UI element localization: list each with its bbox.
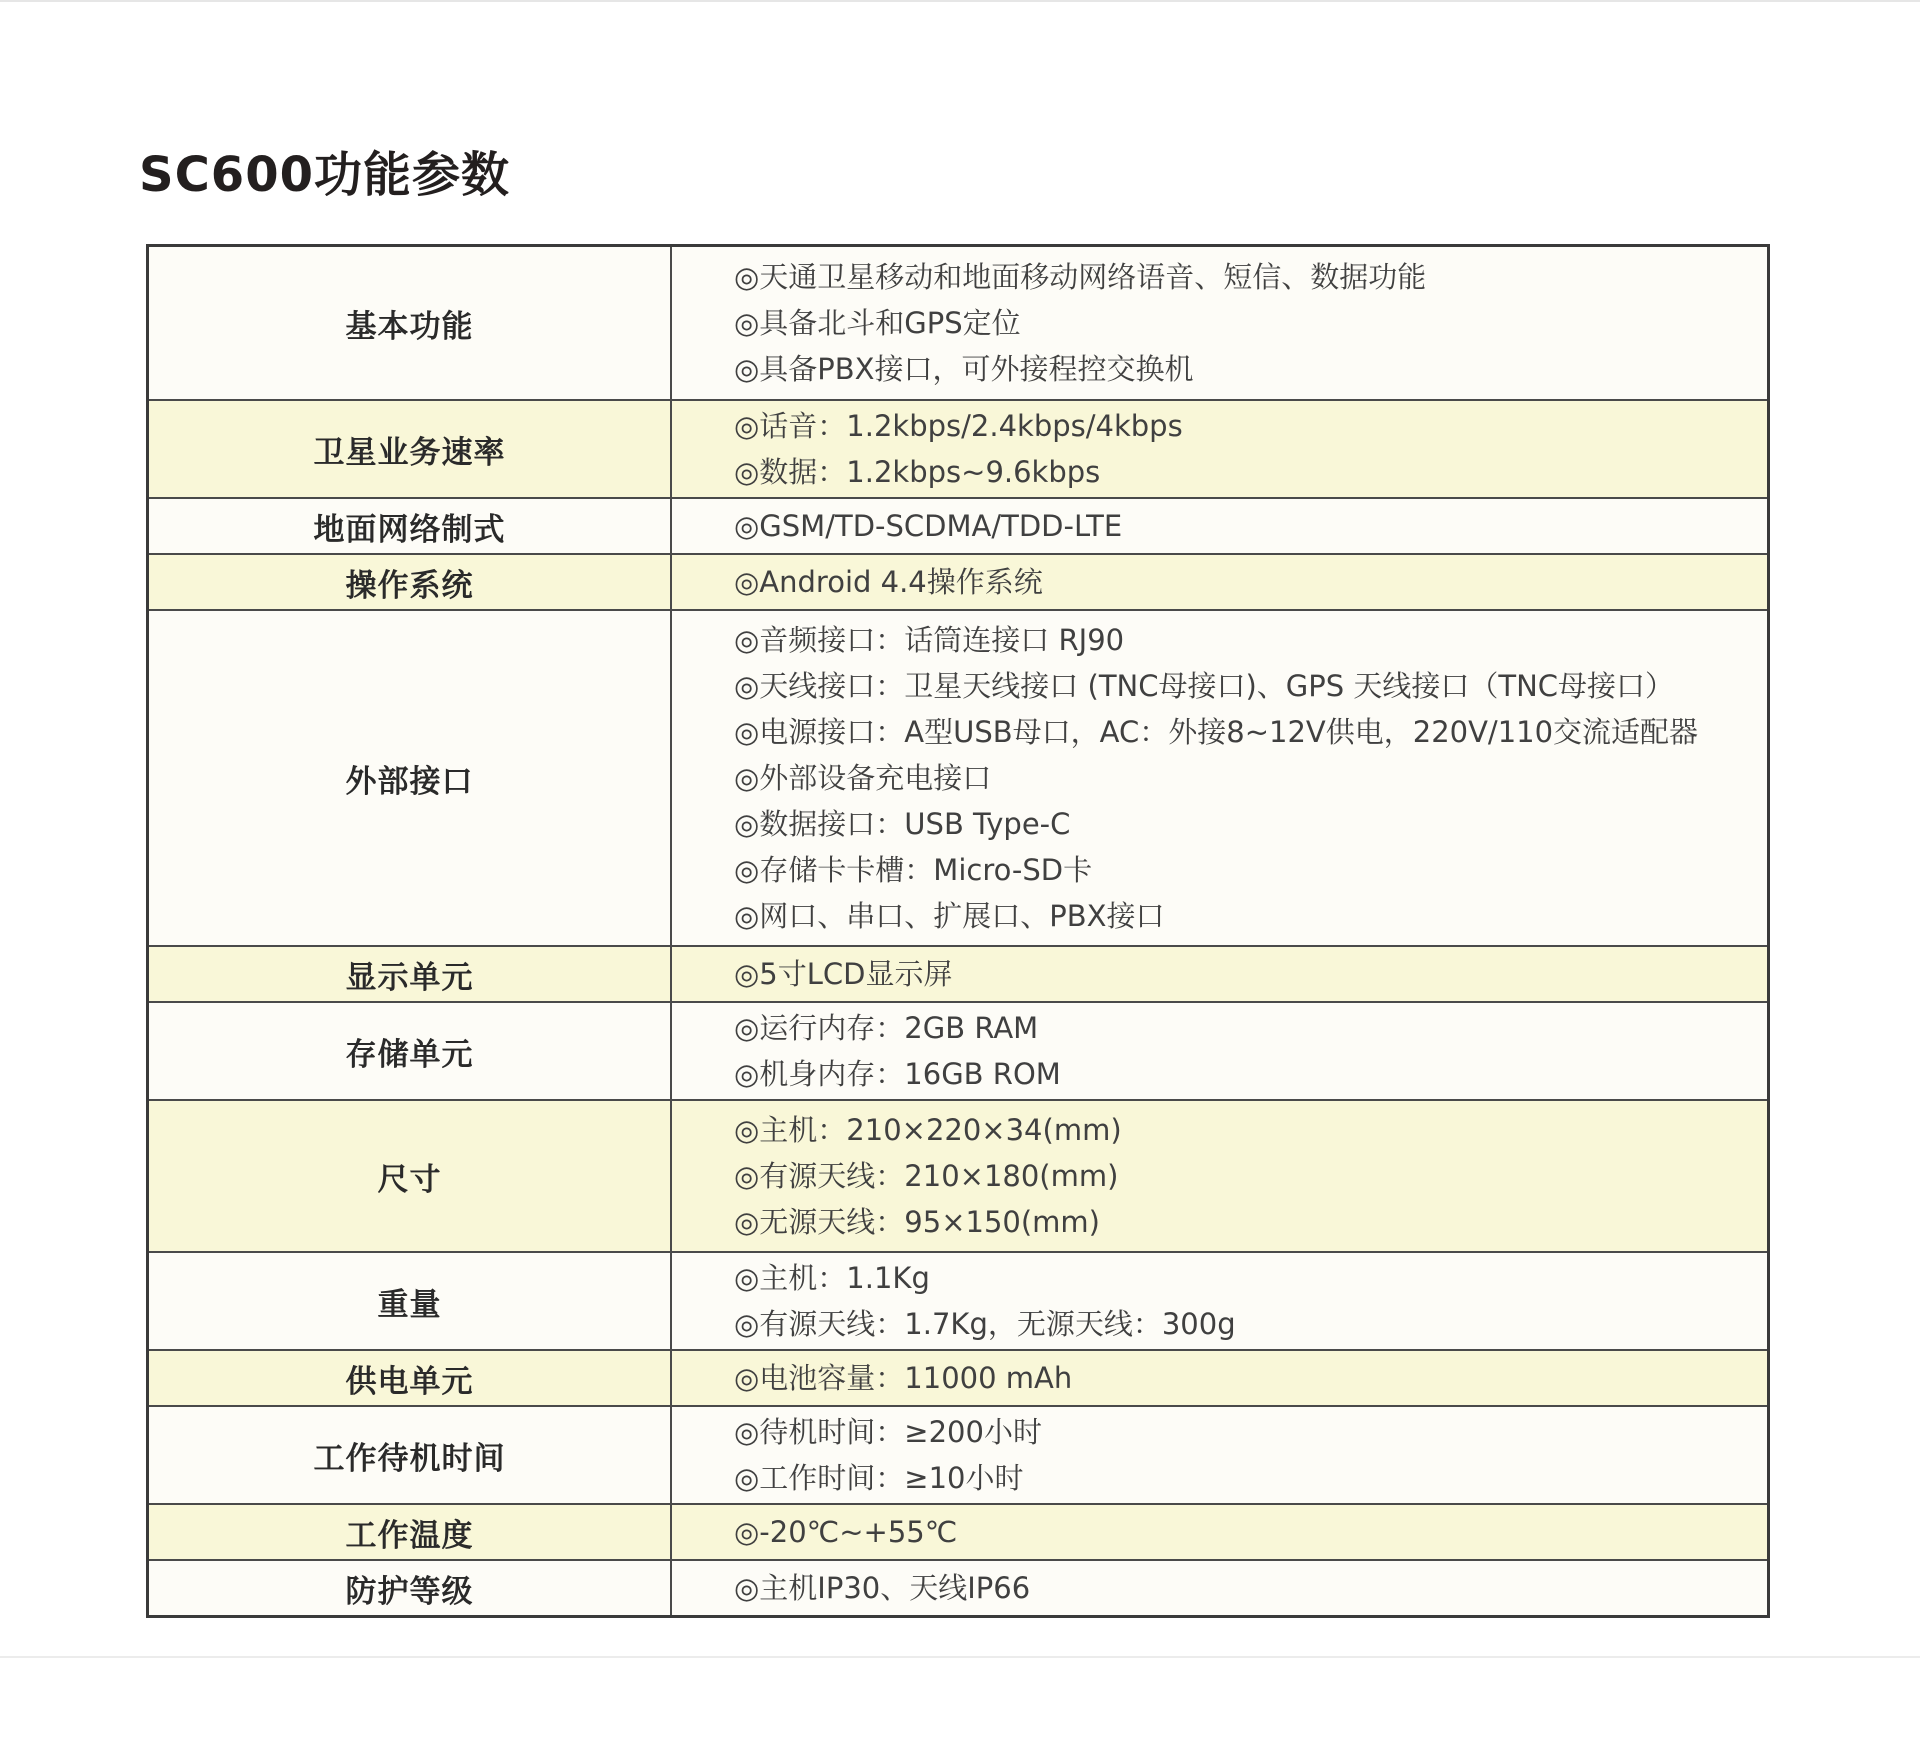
spec-row xyxy=(149,1559,1767,1615)
spec-value-line: ◎工作时间：≥10小时 xyxy=(734,1461,1024,1495)
spec-value-line: ◎机身内存：16GB ROM xyxy=(734,1057,1061,1091)
spec-value-line: ◎电源接口：A型USB母口，AC：外接8~12V供电，220V/110交流适配器 xyxy=(734,715,1699,749)
spec-values xyxy=(672,401,1767,497)
spec-label: 操作系统 xyxy=(149,555,672,609)
spec-value-line: ◎GSM/TD-SCDMA/TDD-LTE xyxy=(734,509,1123,543)
spec-row xyxy=(149,399,1767,497)
spec-value-line: ◎具备PBX接口，可外接程控交换机 xyxy=(734,352,1194,386)
spec-label: 地面网络制式 xyxy=(149,499,672,553)
spec-value-line: ◎Android 4.4操作系统 xyxy=(734,565,1043,599)
spec-label: 尺寸 xyxy=(149,1101,672,1251)
spec-value-line: ◎5寸LCD显示屏 xyxy=(734,957,953,991)
spec-value-line: ◎主机IP30、天线IP66 xyxy=(734,1571,1031,1605)
spec-row xyxy=(149,553,1767,609)
spec-row xyxy=(149,247,1767,399)
spec-values xyxy=(672,555,1767,609)
spec-values xyxy=(672,1407,1767,1503)
spec-label: 重量 xyxy=(149,1253,672,1349)
spec-values xyxy=(672,247,1767,399)
bottom-divider xyxy=(0,1656,1920,1658)
spec-label: 外部接口 xyxy=(149,611,672,945)
spec-label: 存储单元 xyxy=(149,1003,672,1099)
spec-value-line: ◎运行内存：2GB RAM xyxy=(734,1011,1039,1045)
spec-value-line: ◎有源天线：210×180(mm) xyxy=(734,1159,1119,1193)
spec-row xyxy=(149,497,1767,553)
spec-value-line: ◎有源天线：1.7Kg，无源天线：300g xyxy=(734,1307,1236,1341)
spec-value-line: ◎天线接口：卫星天线接口 (TNC母接口)、GPS 天线接口（TNC母接口） xyxy=(734,669,1675,703)
spec-row xyxy=(149,1099,1767,1251)
spec-label: 供电单元 xyxy=(149,1351,672,1405)
spec-row xyxy=(149,1503,1767,1559)
spec-value-line: ◎主机：210×220×34(mm) xyxy=(734,1113,1122,1147)
spec-value-line: ◎数据接口：USB Type-C xyxy=(734,807,1071,841)
spec-values xyxy=(672,1101,1767,1251)
spec-label: 工作温度 xyxy=(149,1505,672,1559)
spec-row xyxy=(149,945,1767,1001)
spec-value-line: ◎网口、串口、扩展口、PBX接口 xyxy=(734,899,1165,933)
spec-table xyxy=(146,244,1770,1618)
spec-value-line: ◎话音：1.2kbps/2.4kbps/4kbps xyxy=(734,409,1183,443)
spec-label: 显示单元 xyxy=(149,947,672,1001)
spec-value-line: ◎-20℃~+55℃ xyxy=(734,1515,958,1549)
spec-row xyxy=(149,609,1767,945)
spec-values xyxy=(672,611,1767,945)
spec-value-line: ◎具备北斗和GPS定位 xyxy=(734,306,1021,340)
spec-row xyxy=(149,1405,1767,1503)
spec-values xyxy=(672,947,1767,1001)
spec-row xyxy=(149,1349,1767,1405)
spec-row xyxy=(149,1001,1767,1099)
spec-value-line: ◎音频接口：话筒连接口 RJ90 xyxy=(734,623,1125,657)
page-title: SC600功能参数 xyxy=(139,147,510,203)
spec-value-line: ◎电池容量：11000 mAh xyxy=(734,1361,1073,1395)
spec-label: 工作待机时间 xyxy=(149,1407,672,1503)
spec-label: 卫星业务速率 xyxy=(149,401,672,497)
spec-row xyxy=(149,1251,1767,1349)
spec-values xyxy=(672,1253,1767,1349)
spec-label: 基本功能 xyxy=(149,247,672,399)
spec-value-line: ◎数据：1.2kbps~9.6kbps xyxy=(734,455,1101,489)
spec-values xyxy=(672,1003,1767,1099)
top-divider xyxy=(0,0,1920,2)
spec-value-line: ◎存储卡卡槽：Micro-SD卡 xyxy=(734,853,1093,887)
spec-value-line: ◎待机时间：≥200小时 xyxy=(734,1415,1042,1449)
spec-value-line: ◎天通卫星移动和地面移动网络语音、短信、数据功能 xyxy=(734,260,1427,294)
spec-values xyxy=(672,1561,1767,1615)
spec-value-line: ◎主机：1.1Kg xyxy=(734,1261,930,1295)
spec-values xyxy=(672,499,1767,553)
spec-label: 防护等级 xyxy=(149,1561,672,1615)
spec-value-line: ◎外部设备充电接口 xyxy=(734,761,992,795)
spec-values xyxy=(672,1351,1767,1405)
spec-value-line: ◎无源天线：95×150(mm) xyxy=(734,1205,1100,1239)
spec-values xyxy=(672,1505,1767,1559)
